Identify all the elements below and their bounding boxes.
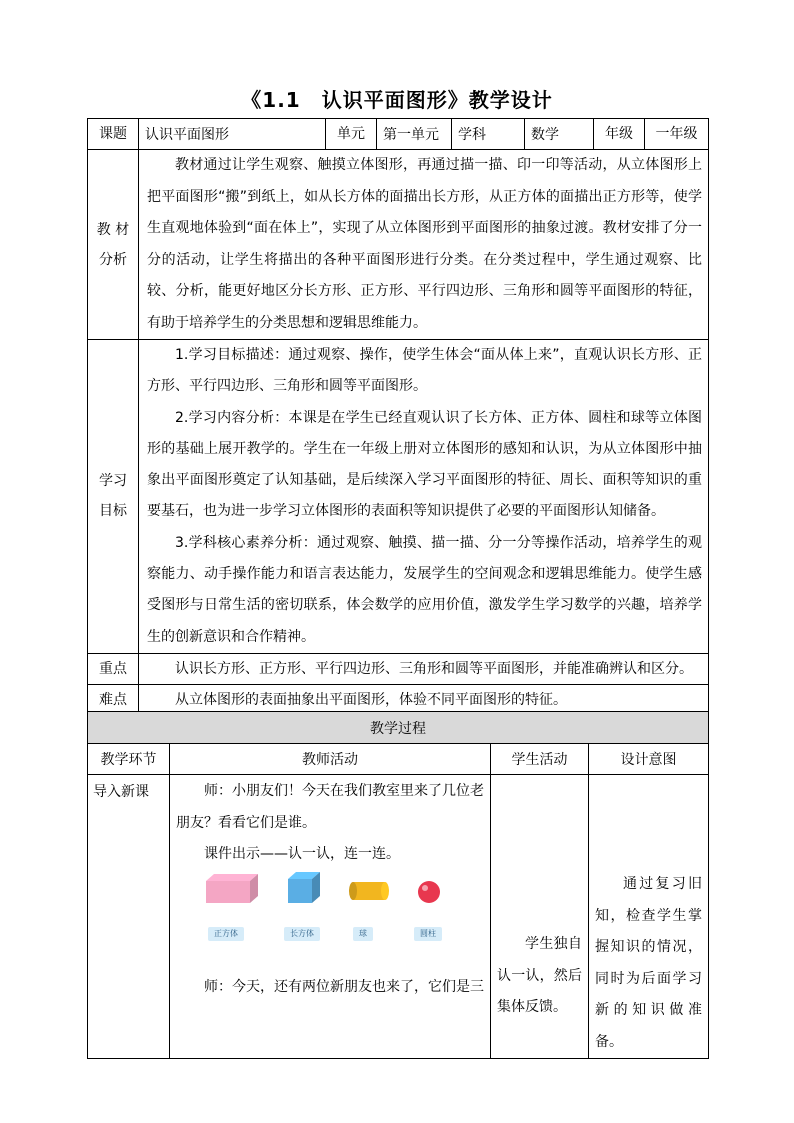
- topic-label: 课题: [88, 119, 139, 150]
- learning-goals-label: 学习 目标: [88, 340, 139, 654]
- stage-cell: 导入新课: [88, 775, 170, 1059]
- student-activity-text: 学生独自认一认，然后集体反馈。: [497, 936, 582, 1015]
- difficulties-text: 从立体图形的表面抽象出平面图形，体验不同平面图形的特征。: [139, 684, 709, 715]
- difficulties-label: 难点: [88, 684, 139, 715]
- shape-label-2: 长方体: [284, 927, 320, 941]
- teaching-process-table: [87, 711, 709, 1059]
- grade-value: 一年级: [645, 119, 709, 150]
- unit-label: 单元: [326, 119, 377, 150]
- unit-value: 第一单元: [377, 119, 452, 150]
- teacher-new-friends: 师：今天，还有两位新朋友也来了，它们是三: [204, 978, 484, 995]
- teacher-activity-cell: [170, 775, 491, 1059]
- student-activity-cell: [491, 775, 589, 1059]
- shape-label-1: 正方体: [208, 927, 244, 941]
- goal-item-3: 3.学科核心素养分析：通过观察、触摸、描一描、分一分等操作活动，培养学生的观察能力、动手操作能力和语言表达能力，发展学生的空间观念和逻辑思维能力。使学生感受图形与日常生活的密切联系，体会数学的应用价值，激发学生学习数学的兴趣，培养学生的创新意识和合作精神。: [147, 534, 702, 645]
- lesson-info-table: [87, 118, 709, 716]
- header-teacher: 教师活动: [170, 744, 491, 775]
- design-intent-cell: [589, 775, 709, 1059]
- design-intent-text: 通过复习旧知，检查学生掌握知识的情况，同时为后面学习新的知识做准备。: [595, 876, 702, 1050]
- textbook-analysis-text: 教材通过让学生观察、触摸立体图形，再通过描一描、印一印等活动，从立体图形上把平面图形“搬”到纸上，如从长方体的面描出长方形，从正方体的面描出正方形等，使学生直观地体验到“面在体上”，实现了从立体图形到平面图形的抽象过渡。教材安排了分一分的活动，让学生将描出的各种平面图形进行分类。在分类过程中，学生通过观察、比较、分析，能更好地区分长方形、正方形、平行四边形、三角形和圆等平面图形的特征，有助于培养学生的分类思想和逻辑思维能力。: [147, 157, 702, 331]
- sphere-shape: [418, 881, 440, 903]
- header-intent: 设计意图: [589, 744, 709, 775]
- cube-shape: [288, 872, 320, 903]
- shape-label-3: 球: [353, 927, 373, 941]
- textbook-analysis-cell: [139, 150, 709, 340]
- textbook-analysis-label: 教 材 分析: [88, 150, 139, 340]
- topic-value: 认识平面图形: [139, 119, 326, 150]
- header-stage: 教学环节: [88, 744, 170, 775]
- shape-label-4: 圆柱: [414, 927, 442, 941]
- document-title: 《1.1 认识平面图形》教学设计: [241, 88, 553, 112]
- goal-item-1: 1.学习目标描述：通过观察、操作，使学生体会“面从体上来”，直观认识长方形、正方形、平行四边形、三角形和圆等平面图形。: [147, 347, 702, 395]
- learning-goals-cell: [139, 340, 709, 654]
- grade-label: 年级: [594, 119, 645, 150]
- process-title: 教学过程: [88, 712, 709, 744]
- discipline-value: 数学: [525, 119, 594, 150]
- teacher-courseware: 课件出示——认一认，连一连。: [204, 846, 400, 862]
- goal-item-2: 2.学习内容分析：本课是在学生已经直观认识了长方体、正方体、圆柱和球等立体图形的基础上展开教学的。学生在一年级上册对立体图形的感知和认识，为从立体图形中抽象出平面图形奠定了认知基础，是后续深入学习平面图形的特征、周长、面积等知识的重要基石，也为进一步学习立体图形的表面积等知识提供了必要的平面图形认知储备。: [147, 409, 702, 520]
- key-points-text: 认识长方形、正方形、平行四边形、三角形和圆等平面图形，并能准确辨认和区分。: [139, 653, 709, 684]
- key-points-label: 重点: [88, 653, 139, 684]
- shapes-svg: [170, 871, 491, 927]
- discipline-label: 学科: [452, 119, 525, 150]
- teacher-intro: 师：小朋友们！今天在我们教室里来了几位老朋友？看看它们是谁。: [176, 783, 484, 831]
- cylinder-shape: [349, 882, 389, 900]
- cuboid-shape: [206, 874, 258, 903]
- shape-matching-figure: [170, 871, 490, 961]
- header-student: 学生活动: [491, 744, 589, 775]
